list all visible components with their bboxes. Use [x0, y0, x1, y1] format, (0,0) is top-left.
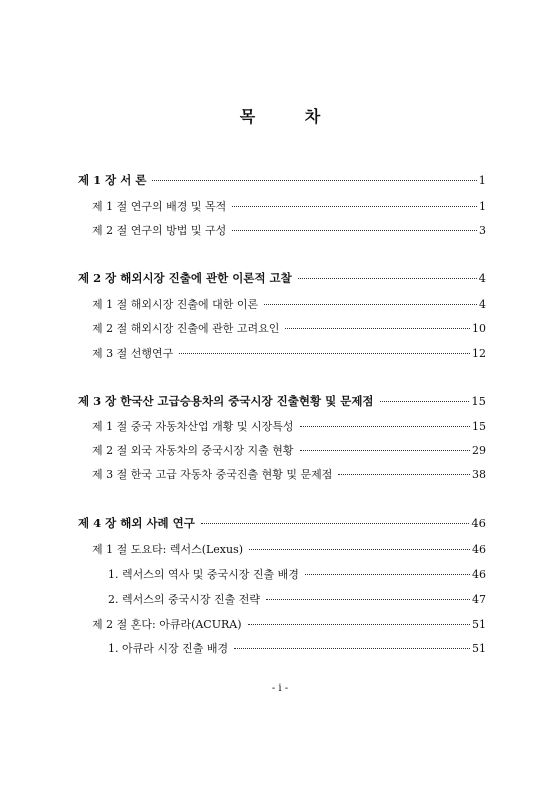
toc-entry[interactable]: 제 3 절 선행연구 12	[92, 347, 486, 360]
toc-entry[interactable]: 제 2 절 연구의 방법 및 구성 3	[92, 224, 486, 237]
toc-entry[interactable]: 제 1 절 연구의 배경 및 목적 1	[92, 200, 486, 213]
toc-entry[interactable]: 제 2 절 외국 자동차의 중국시장 지출 현황 29	[92, 444, 486, 457]
toc-entry[interactable]: 제 4 장 해외 사례 연구 46	[78, 516, 486, 530]
toc-entry[interactable]: 1. 렉서스의 역사 및 중국시장 진출 배경 46	[108, 568, 486, 581]
toc-entry[interactable]: 2. 렉서스의 중국시장 진출 전략 47	[108, 593, 486, 606]
toc-entry[interactable]: 제 1 절 해외시장 진출에 대한 이론 4	[92, 298, 486, 311]
toc-entry[interactable]: 제 1 절 도요타: 렉서스(Lexus) 46	[92, 543, 486, 556]
toc-entry[interactable]: 1. 아큐라 시장 진출 배경 51	[108, 642, 486, 655]
toc-entry[interactable]: 제 1 장 서 론 1	[78, 173, 486, 187]
toc-entry[interactable]: 제 2 절 해외시장 진출에 관한 고려요인 10	[92, 322, 486, 335]
page-title: 목 차	[239, 107, 343, 126]
toc-entry[interactable]: 제 2 절 혼다: 아큐라(ACURA) 51	[92, 618, 486, 631]
toc-entry[interactable]: 제 1 절 중국 자동차산업 개황 및 시장특성 15	[92, 420, 486, 433]
toc-entry[interactable]: 제 3 장 한국산 고급승용차의 중국시장 진출현황 및 문제점 15	[78, 394, 486, 408]
toc-entry[interactable]: 제 2 장 해외시장 진출에 관한 이론적 고찰 4	[78, 271, 486, 285]
page-number-footer: - i -	[271, 683, 289, 694]
toc-entry[interactable]: 제 3 절 한국 고급 자동차 중국진출 현황 및 문제점 38	[92, 468, 486, 481]
